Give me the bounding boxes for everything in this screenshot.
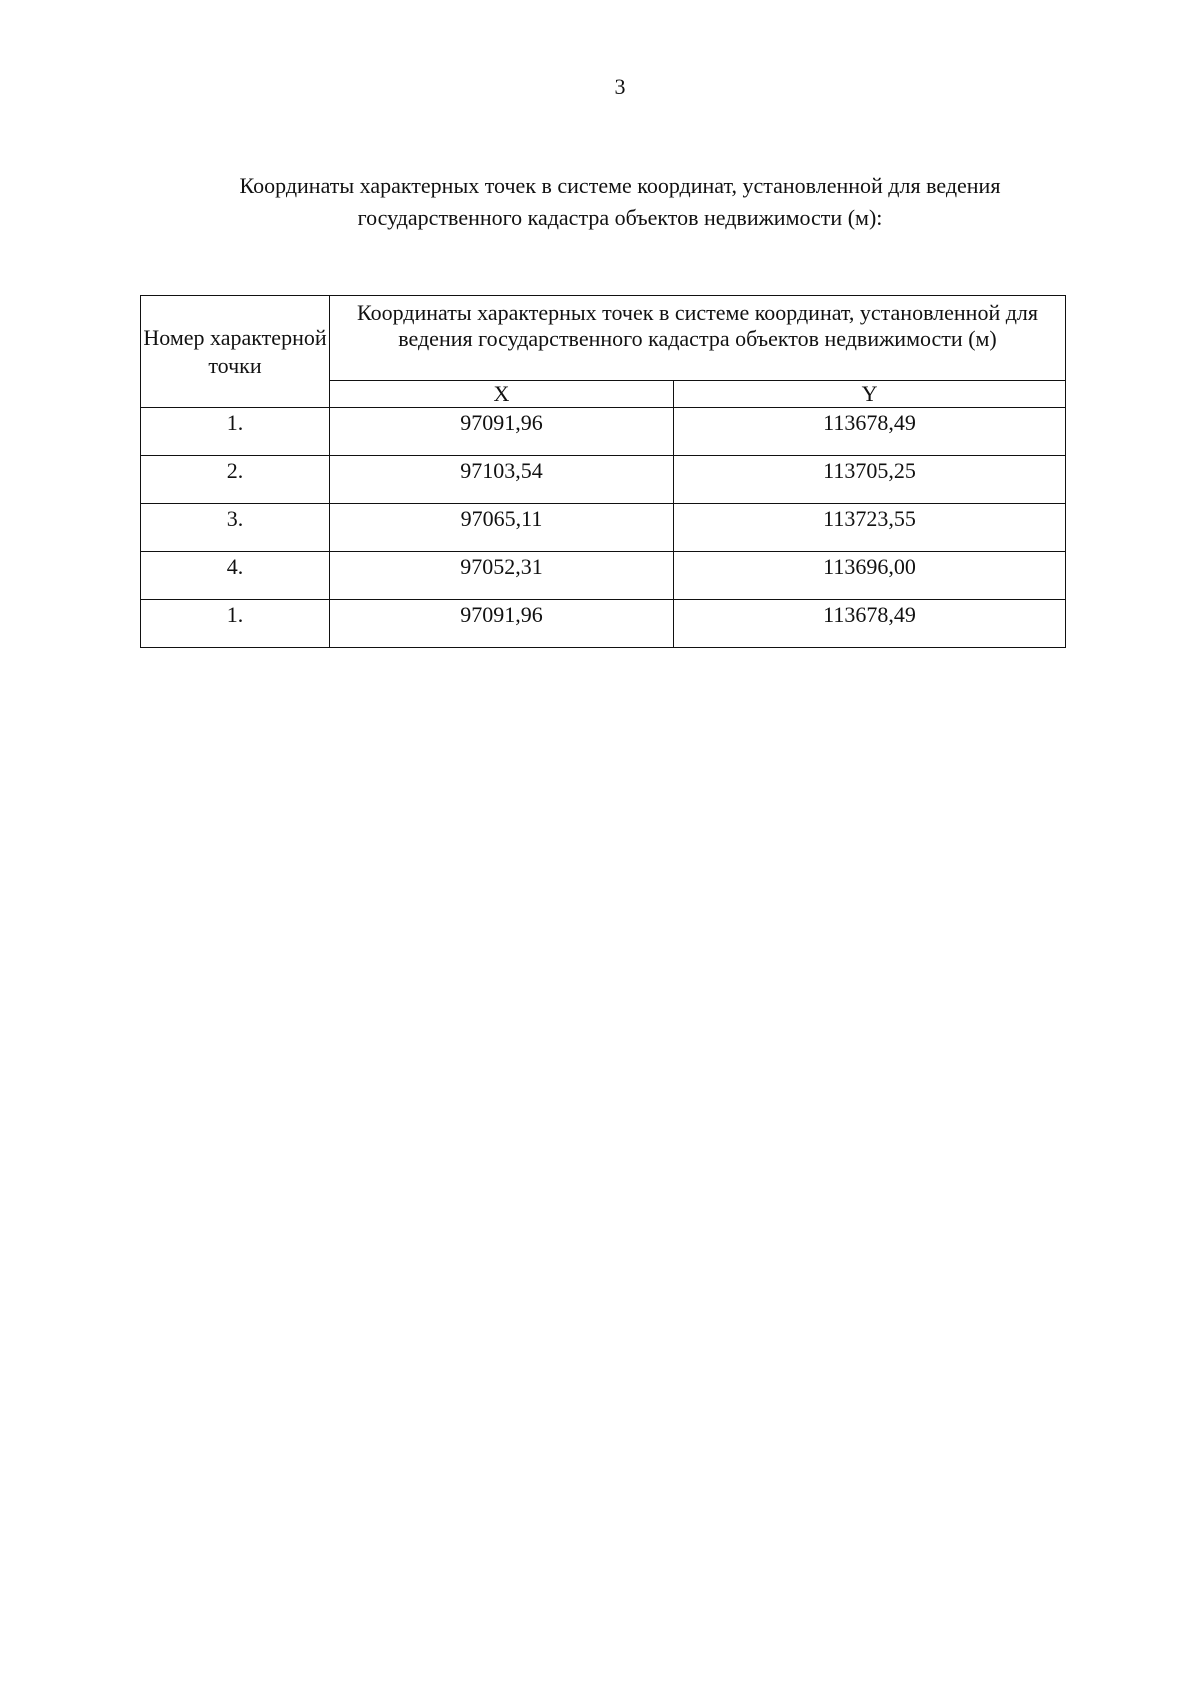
table-row [141, 600, 1066, 648]
cell-x: 97103,54 [330, 456, 674, 504]
coordinates-table [140, 295, 1066, 648]
header-x: X [330, 381, 674, 408]
cell-point: 1. [141, 600, 330, 648]
heading-line-2: государственного кадастра объектов недвижимости (м): [357, 205, 883, 230]
cell-x: 97091,96 [330, 408, 674, 456]
header-y: Y [674, 381, 1066, 408]
cell-point: 4. [141, 552, 330, 600]
heading-line-1: Координаты характерных точек в системе координат, установленной для ведения [239, 173, 1001, 198]
table-row [141, 408, 1066, 456]
table-row [141, 552, 1066, 600]
cell-y: 113696,00 [674, 552, 1066, 600]
cell-x: 97052,31 [330, 552, 674, 600]
header-coordinates-group: Координаты характерных точек в системе координат, установленной для ведения государственного кадастра объектов недвижимости (м) [330, 296, 1066, 381]
cell-x: 97065,11 [330, 504, 674, 552]
cell-point: 2. [141, 456, 330, 504]
cell-x: 97091,96 [330, 600, 674, 648]
document-heading [170, 170, 1070, 234]
cell-point: 1. [141, 408, 330, 456]
table-row [141, 504, 1066, 552]
page-number: 3 [614, 74, 626, 99]
cell-y: 113678,49 [674, 600, 1066, 648]
table-row [141, 456, 1066, 504]
header-point-number: Номер характерной точки [141, 296, 330, 408]
table-header-row [141, 296, 1066, 381]
cell-y: 113678,49 [674, 408, 1066, 456]
cell-y: 113705,25 [674, 456, 1066, 504]
cell-y: 113723,55 [674, 504, 1066, 552]
cell-point: 3. [141, 504, 330, 552]
